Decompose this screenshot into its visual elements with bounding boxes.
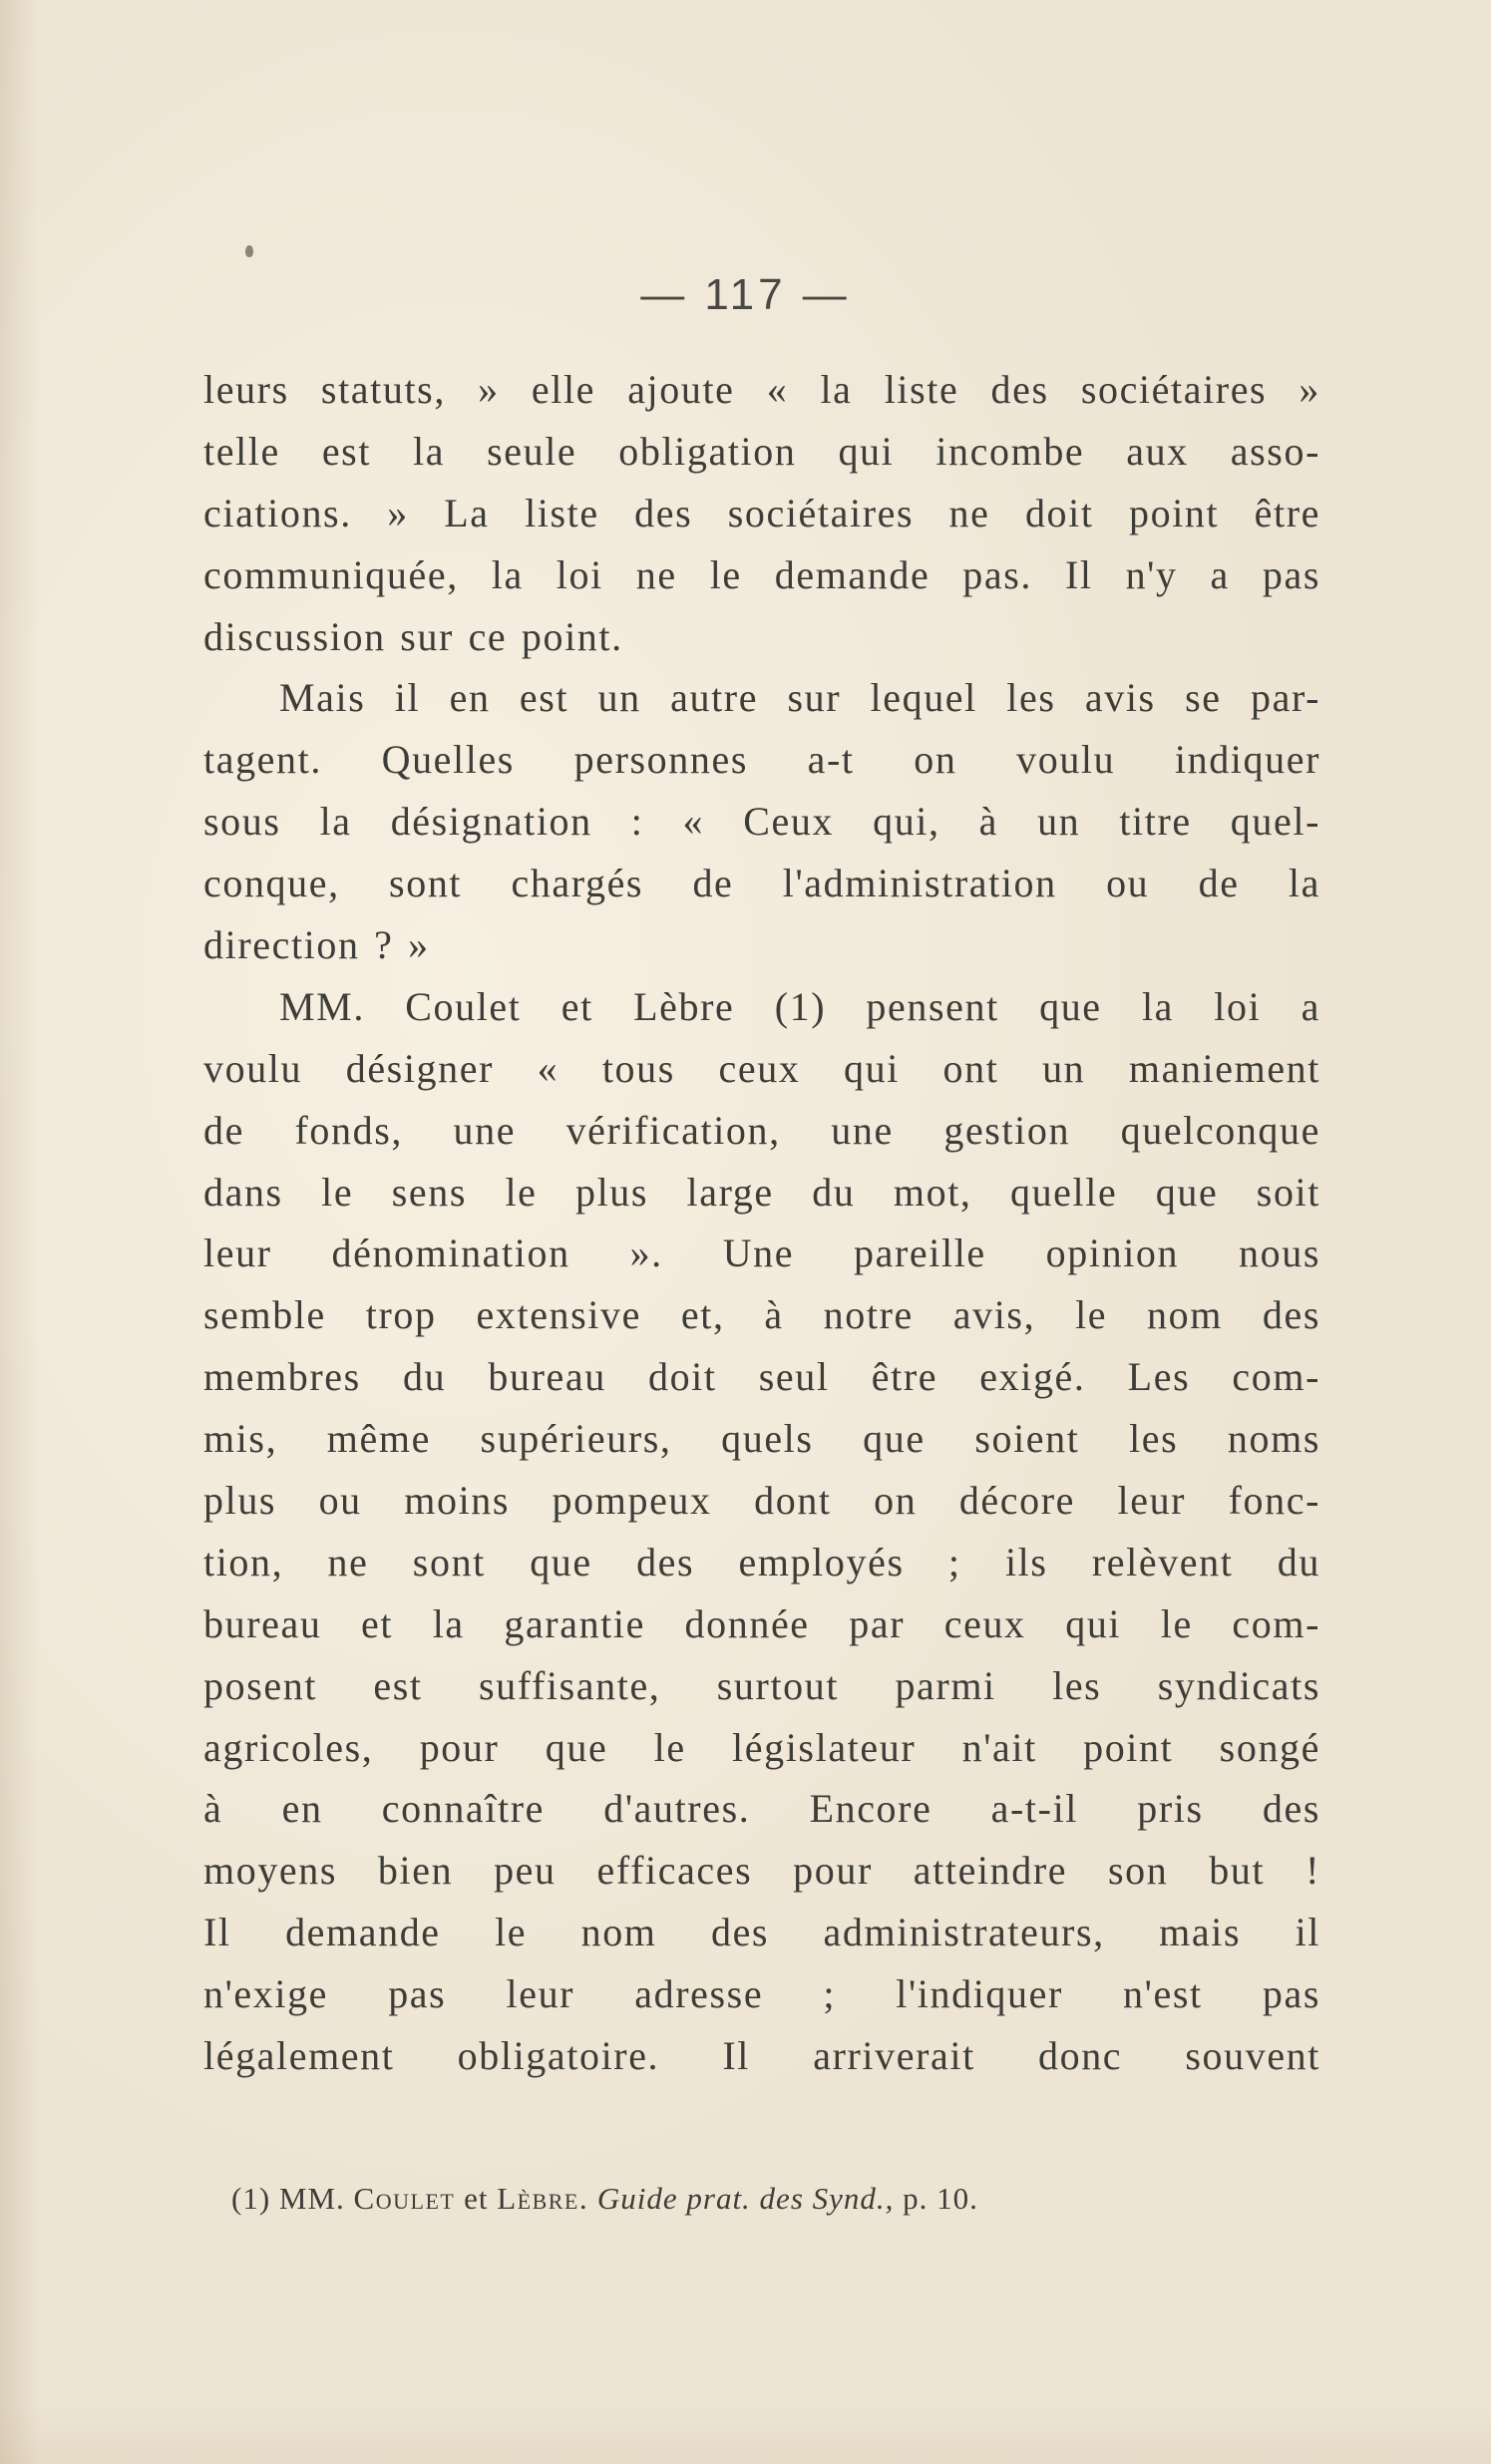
text-line: Il demande le nom des administrateurs, mais il — [203, 1910, 1320, 1955]
text-line: Mais il en est un autre sur lequel les avis se par- — [279, 675, 1320, 721]
text-line: sous la désignation : « Ceux qui, à un titre quel- — [203, 799, 1320, 845]
text-line: MM. Coulet et Lèbre (1) pensent que la loi a — [279, 983, 1320, 1029]
text-line: moyens bien peu efficaces pour atteindre son but ! — [203, 1848, 1320, 1894]
text-line: posent est suffisante, surtout parmi les syndicats — [203, 1662, 1320, 1708]
page-number: — 117 — — [640, 270, 851, 319]
text-line: direction ? » — [203, 922, 430, 968]
footnote-conjunction: et — [464, 2181, 489, 2216]
text-line: voulu désigner « tous ceux qui ont un maniement — [203, 1045, 1320, 1091]
text-line: conque, sont chargés de l'administration ou de la — [203, 861, 1320, 906]
text-line: ciations. » La liste des sociétaires ne doit point être — [203, 490, 1320, 535]
text-line: tion, ne sont que des employés ; ils relèvent du — [203, 1539, 1320, 1584]
text-line: communiquée, la loi ne le demande pas. Il n'y a pas — [203, 551, 1320, 597]
ink-speck — [245, 245, 253, 257]
footnote-author: Coulet — [353, 2181, 456, 2216]
footnote-author: Lèbre. — [497, 2181, 589, 2216]
text-line: leur dénomination ». Une pareille opinion nous — [203, 1231, 1320, 1276]
text-line: leurs statuts, » elle ajoute « la liste des sociétaires » — [203, 367, 1320, 412]
text-line: membres du bureau doit seul être exigé. Les com- — [203, 1354, 1320, 1400]
footnote-marker: (1) — [231, 2181, 271, 2216]
text-line: telle est la seule obligation qui incombe aux asso- — [203, 428, 1320, 474]
text-line: agricoles, pour que le législateur n'ait point songé — [203, 1724, 1320, 1770]
text-line: légalement obligatoire. Il arriverait donc souvent — [203, 2033, 1320, 2079]
text-line: bureau et la garantie donnée par ceux qui le com- — [203, 1600, 1320, 1646]
text-line: à en connaître d'autres. Encore a-t-il pris des — [203, 1786, 1320, 1832]
body-text — [203, 359, 1320, 2087]
text-line: mis, même supérieurs, quels que soient les noms — [203, 1416, 1320, 1462]
text-line: de fonds, une vérification, une gestion quelconque — [203, 1107, 1320, 1153]
text-line: discussion sur ce point. — [203, 613, 623, 659]
footnote — [231, 2177, 1289, 2221]
text-line: tagent. Quelles personnes a-t on voulu indiquer — [203, 737, 1320, 783]
text-line: n'exige pas leur adresse ; l'indiquer n'est pas — [203, 1971, 1320, 2017]
text-line: plus ou moins pompeux dont on décore leur fonc- — [203, 1478, 1320, 1524]
footnote-title: Guide prat. des Synd., — [596, 2181, 895, 2216]
footnote-prefix: MM. — [278, 2181, 345, 2216]
text-line: dans le sens le plus large du mot, quelle que soit — [203, 1169, 1320, 1215]
text-line: semble trop extensive et, à notre avis, le nom des — [203, 1292, 1320, 1338]
footnote-page: p. 10. — [903, 2181, 978, 2216]
